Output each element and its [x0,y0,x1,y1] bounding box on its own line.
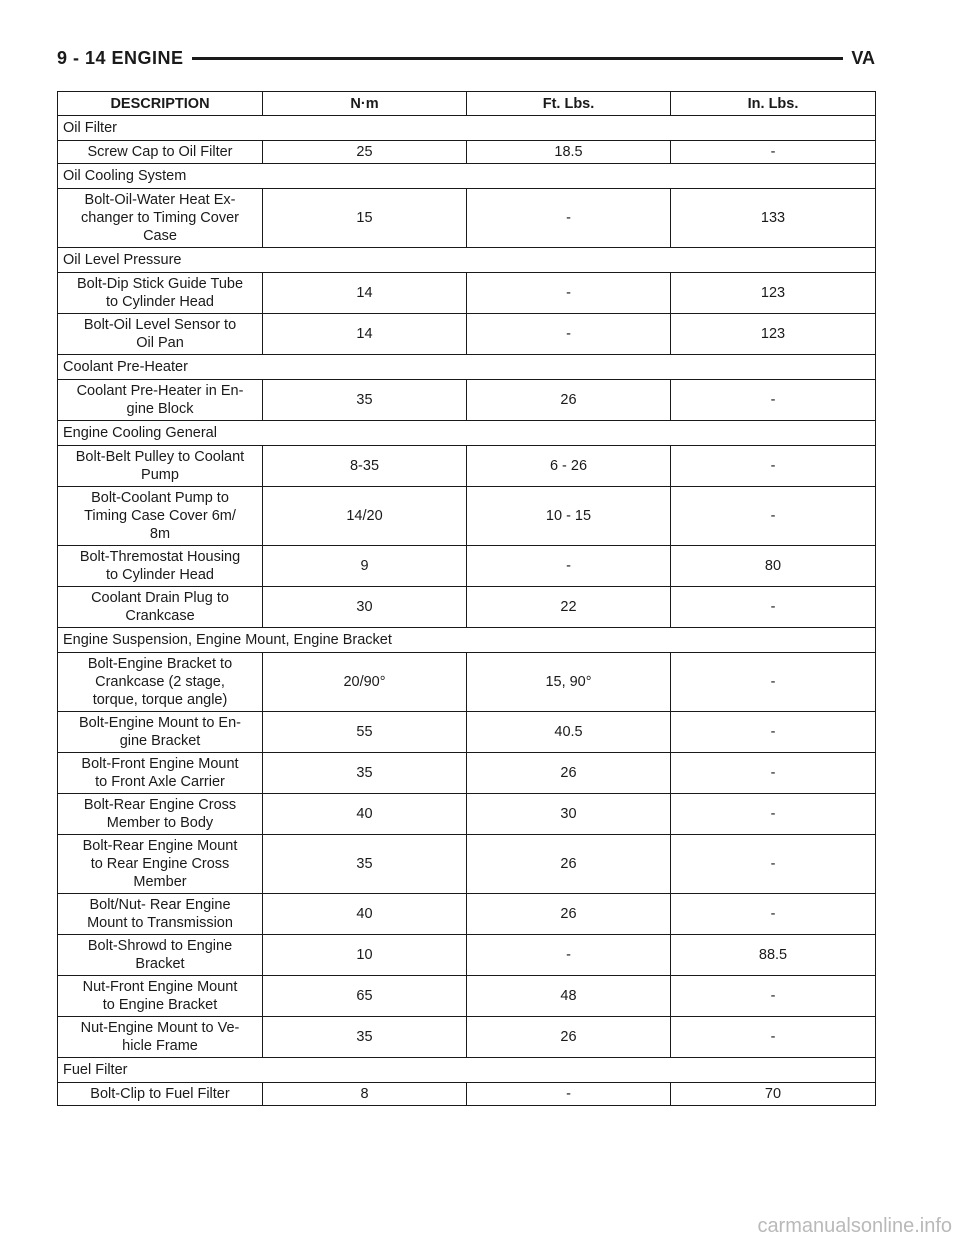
description-cell: Bolt/Nut- Rear Engine Mount to Transmission [58,894,263,935]
description-cell: Bolt-Thremostat Housing to Cylinder Head [58,546,263,587]
description-cell: Bolt-Oil-Water Heat Ex- changer to Timing Cover Case [58,189,263,248]
table-row [58,546,876,587]
nm-cell: 8 [263,1083,467,1106]
in-lbs-cell: 70 [671,1083,876,1106]
ft-lbs-cell: - [467,314,671,355]
in-lbs-cell: - [671,753,876,794]
ft-lbs-cell: 40.5 [467,712,671,753]
table-row [58,380,876,421]
in-lbs-cell: 123 [671,314,876,355]
nm-cell: 25 [263,141,467,164]
nm-cell: 35 [263,753,467,794]
nm-cell: 14/20 [263,487,467,546]
description-cell: Bolt-Rear Engine Cross Member to Body [58,794,263,835]
description-cell: Bolt-Dip Stick Guide Tube to Cylinder Head [58,273,263,314]
ft-lbs-cell: 18.5 [467,141,671,164]
section-row [58,628,876,653]
table-row [58,1017,876,1058]
column-header-description: DESCRIPTION [58,92,263,116]
section-row [58,1058,876,1083]
description-cell: Bolt-Oil Level Sensor to Oil Pan [58,314,263,355]
section-row [58,421,876,446]
ft-lbs-cell: 10 - 15 [467,487,671,546]
table-row [58,487,876,546]
section-label: Engine Cooling General [58,421,876,446]
in-lbs-cell: - [671,653,876,712]
description-cell: Nut-Front Engine Mount to Engine Bracket [58,976,263,1017]
ft-lbs-cell: 26 [467,1017,671,1058]
in-lbs-cell: 133 [671,189,876,248]
description-cell: Screw Cap to Oil Filter [58,141,263,164]
ft-lbs-cell: 26 [467,835,671,894]
in-lbs-cell: - [671,794,876,835]
ft-lbs-cell: - [467,935,671,976]
table-row [58,446,876,487]
section-label: Coolant Pre-Heater [58,355,876,380]
header-rule [192,57,844,60]
ft-lbs-cell: 26 [467,753,671,794]
section-row [58,164,876,189]
nm-cell: 65 [263,976,467,1017]
description-cell: Bolt-Clip to Fuel Filter [58,1083,263,1106]
nm-cell: 14 [263,273,467,314]
ft-lbs-cell: - [467,189,671,248]
ft-lbs-cell: - [467,273,671,314]
nm-cell: 35 [263,380,467,421]
nm-cell: 30 [263,587,467,628]
table-row [58,894,876,935]
in-lbs-cell: - [671,446,876,487]
nm-cell: 35 [263,1017,467,1058]
in-lbs-cell: - [671,976,876,1017]
table-row [58,189,876,248]
nm-cell: 9 [263,546,467,587]
in-lbs-cell: - [671,487,876,546]
table-row [58,1083,876,1106]
nm-cell: 15 [263,189,467,248]
page-section-title: 9 - 14 ENGINE [57,47,184,68]
column-header-in-lbs: In. Lbs. [671,92,876,116]
nm-cell: 40 [263,794,467,835]
ft-lbs-cell: 22 [467,587,671,628]
ft-lbs-cell: 48 [467,976,671,1017]
nm-cell: 14 [263,314,467,355]
section-row [58,116,876,141]
nm-cell: 40 [263,894,467,935]
description-cell: Bolt-Engine Bracket to Crankcase (2 stage, torque, torque angle) [58,653,263,712]
table-row [58,653,876,712]
section-row [58,248,876,273]
in-lbs-cell: 88.5 [671,935,876,976]
table-header-row [58,92,876,116]
column-header-ft-lbs: Ft. Lbs. [467,92,671,116]
description-cell: Coolant Pre-Heater in En- gine Block [58,380,263,421]
description-cell: Coolant Drain Plug to Crankcase [58,587,263,628]
nm-cell: 8-35 [263,446,467,487]
table-row [58,587,876,628]
ft-lbs-cell: - [467,546,671,587]
in-lbs-cell: - [671,141,876,164]
description-cell: Bolt-Engine Mount to En- gine Bracket [58,712,263,753]
in-lbs-cell: 80 [671,546,876,587]
column-header-nm: N·m [263,92,467,116]
table-row [58,753,876,794]
ft-lbs-cell: - [467,1083,671,1106]
description-cell: Nut-Engine Mount to Ve- hicle Frame [58,1017,263,1058]
table-row [58,273,876,314]
description-cell: Bolt-Front Engine Mount to Front Axle Carrier [58,753,263,794]
ft-lbs-cell: 6 - 26 [467,446,671,487]
table-row [58,314,876,355]
in-lbs-cell: 123 [671,273,876,314]
section-label: Oil Cooling System [58,164,876,189]
ft-lbs-cell: 26 [467,894,671,935]
table-body [58,116,876,1106]
table-row [58,835,876,894]
description-cell: Bolt-Rear Engine Mount to Rear Engine Cross Member [58,835,263,894]
table-row [58,794,876,835]
ft-lbs-cell: 30 [467,794,671,835]
watermark: carmanualsonline.info [757,1215,952,1237]
nm-cell: 55 [263,712,467,753]
table-row [58,712,876,753]
page-header [57,44,875,72]
description-cell: Bolt-Coolant Pump to Timing Case Cover 6m/ 8m [58,487,263,546]
section-label: Oil Filter [58,116,876,141]
table-row [58,976,876,1017]
ft-lbs-cell: 26 [467,380,671,421]
section-row [58,355,876,380]
ft-lbs-cell: 15, 90° [467,653,671,712]
in-lbs-cell: - [671,587,876,628]
table-row [58,935,876,976]
vehicle-code: VA [851,47,875,68]
in-lbs-cell: - [671,1017,876,1058]
table-row [58,141,876,164]
section-label: Engine Suspension, Engine Mount, Engine Bracket [58,628,876,653]
in-lbs-cell: - [671,894,876,935]
section-label: Oil Level Pressure [58,248,876,273]
nm-cell: 35 [263,835,467,894]
description-cell: Bolt-Belt Pulley to Coolant Pump [58,446,263,487]
description-cell: Bolt-Shrowd to Engine Bracket [58,935,263,976]
in-lbs-cell: - [671,835,876,894]
nm-cell: 10 [263,935,467,976]
section-label: Fuel Filter [58,1058,876,1083]
in-lbs-cell: - [671,712,876,753]
torque-spec-table [57,91,876,1106]
in-lbs-cell: - [671,380,876,421]
nm-cell: 20/90° [263,653,467,712]
